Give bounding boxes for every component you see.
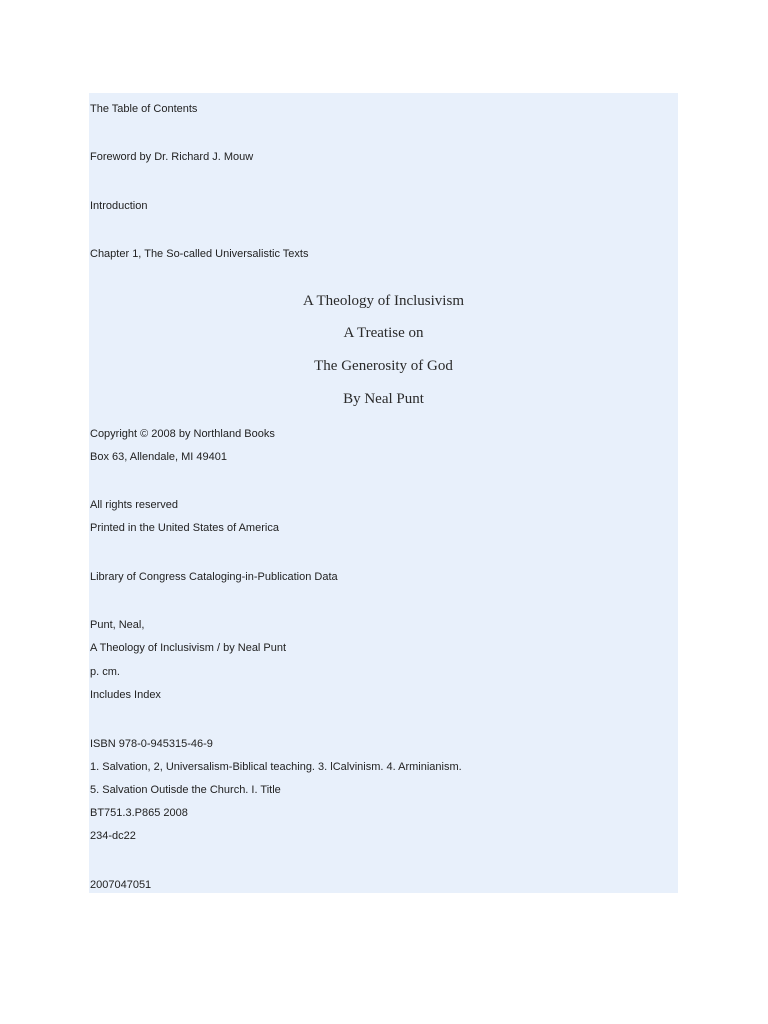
toc-heading: The Table of Contents xyxy=(90,103,198,115)
book-title: A Theology of Inclusivism xyxy=(303,293,464,309)
lccn: 2007047051 xyxy=(90,879,152,891)
call-number: BT751.3.P865 2008 xyxy=(90,807,188,819)
toc-item-introduction: Introduction xyxy=(90,200,148,212)
dewey-number: 234-dc22 xyxy=(90,830,136,842)
cataloging-heading: Library of Congress Cataloging-in-Publication Data xyxy=(90,571,338,583)
toc-item-foreword: Foreword by Dr. Richard J. Mouw xyxy=(90,151,254,163)
book-author: By Neal Punt xyxy=(343,391,424,407)
publisher-address: Box 63, Allendale, MI 49401 xyxy=(90,451,227,463)
subjects-line-2: 5. Salvation Outisde the Church. I. Title xyxy=(90,784,281,796)
book-subtitle-1: A Treatise on xyxy=(343,325,424,341)
cataloging-author: Punt, Neal, xyxy=(90,619,145,631)
toc-item-chapter-1: Chapter 1, The So-called Universalistic Texts xyxy=(90,248,309,260)
cataloging-index: Includes Index xyxy=(90,689,161,701)
copyright-line: Copyright © 2008 by Northland Books xyxy=(90,428,275,440)
book-subtitle-2: The Generosity of God xyxy=(314,358,453,374)
printed-in: Printed in the United States of America xyxy=(90,522,279,534)
cataloging-title: A Theology of Inclusivism / by Neal Punt xyxy=(90,642,287,654)
subjects-line-1: 1. Salvation, 2, Universalism-Biblical teaching. 3. lCalvinism. 4. Arminianism. xyxy=(90,761,462,773)
cataloging-pcm: p. cm. xyxy=(90,666,120,678)
rights-reserved: All rights reserved xyxy=(90,499,179,511)
isbn: ISBN 978-0-945315-46-9 xyxy=(90,738,213,750)
